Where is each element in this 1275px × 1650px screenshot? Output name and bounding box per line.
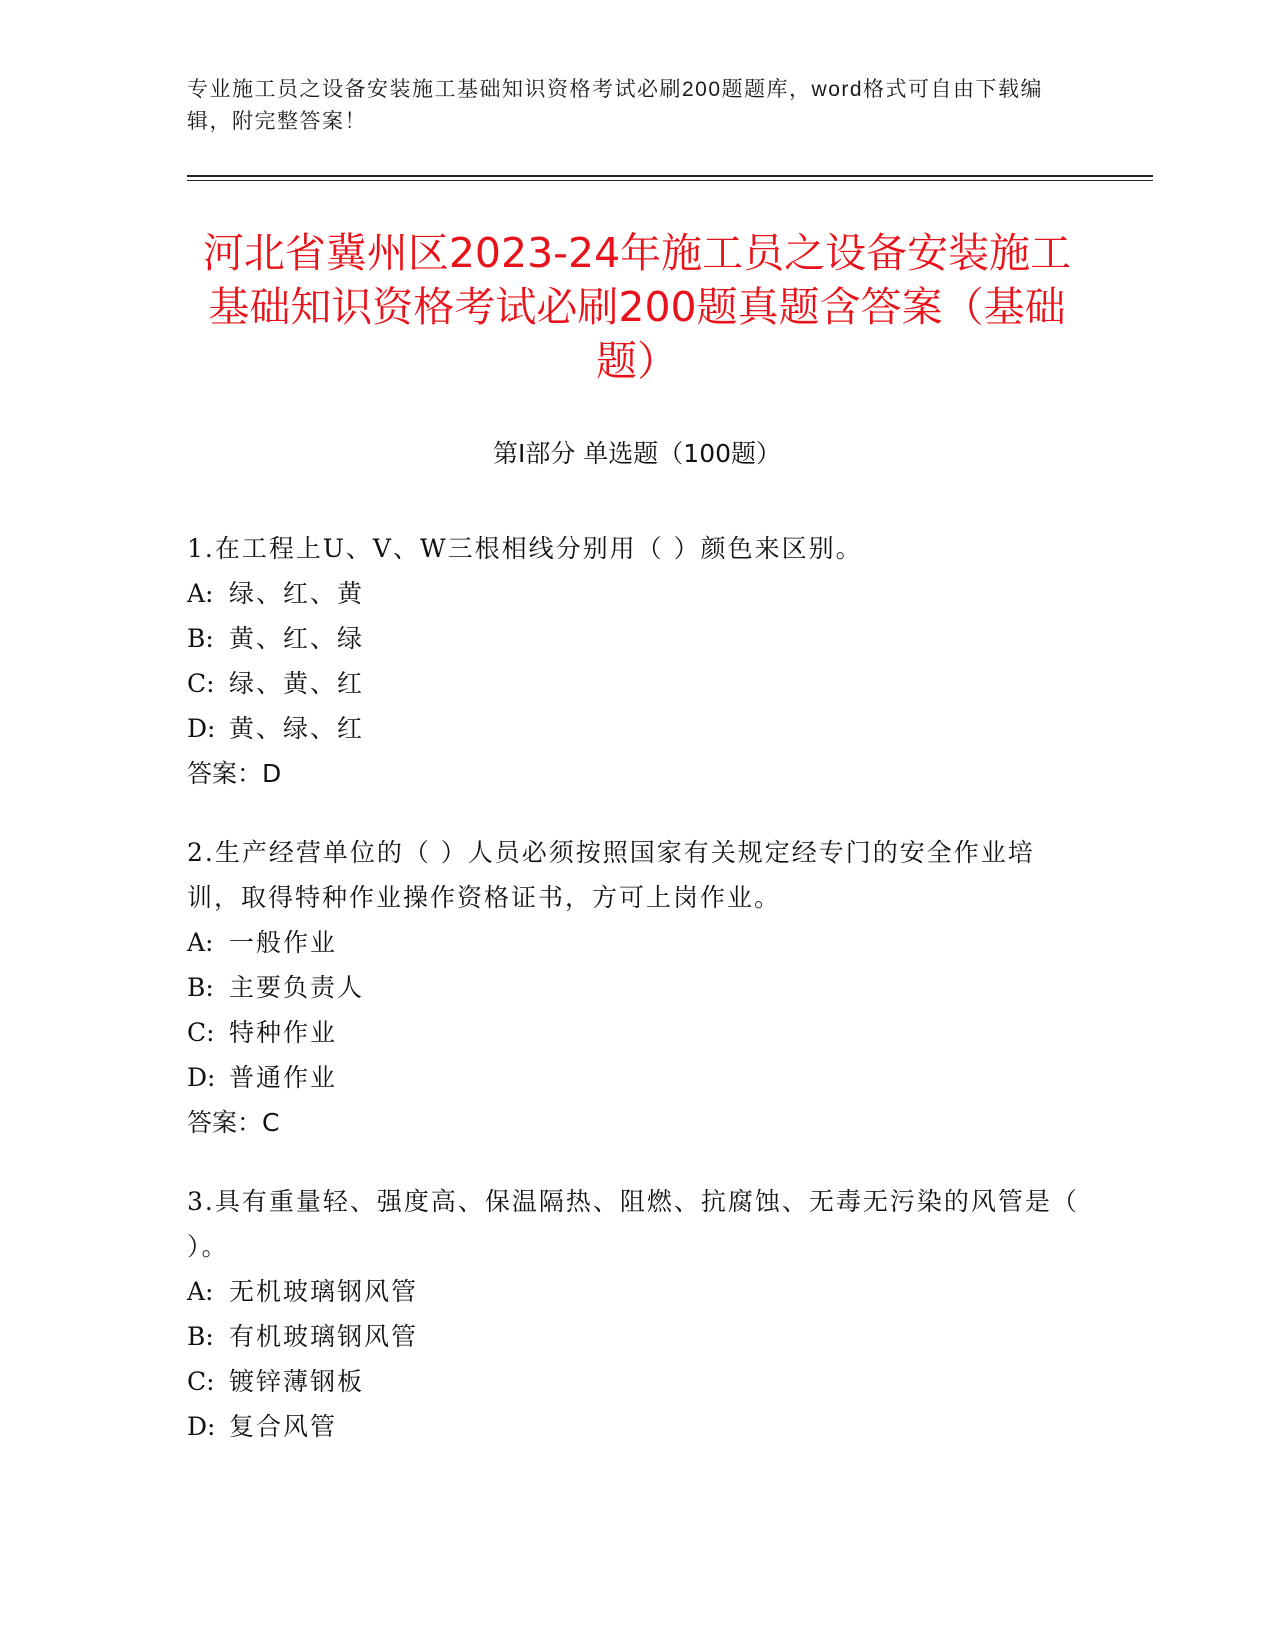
question-3 bbox=[187, 1179, 1087, 1449]
answer-line: 答案：C bbox=[187, 1108, 280, 1137]
question-stem: 1.在工程上U、V、W三根相线分别用（ ）颜色来区别。 bbox=[187, 534, 863, 563]
document-title: 河北省冀州区2023-24年施工员之设备安装施工基础知识资格考试必刷200题真题含答案（基础题） bbox=[202, 229, 1072, 385]
option-d bbox=[187, 706, 1087, 751]
option-letter: D: bbox=[187, 1063, 216, 1092]
question-list bbox=[187, 526, 1087, 1483]
option-text: 普通作业 bbox=[229, 1063, 338, 1092]
option-text: 特种作业 bbox=[229, 1018, 338, 1047]
header-rule-thin bbox=[187, 180, 1153, 181]
option-a bbox=[187, 1269, 1087, 1314]
header-note: 专业施工员之设备安装施工基础知识资格考试必刷200题题库，word格式可自由下载编辑，附完整答案！ bbox=[187, 78, 1044, 133]
option-a bbox=[187, 920, 1087, 965]
option-text: 绿、红、黄 bbox=[229, 579, 365, 608]
option-a bbox=[187, 571, 1087, 616]
option-letter: B: bbox=[187, 973, 214, 1002]
option-letter: C: bbox=[187, 1367, 215, 1396]
option-text: 有机玻璃钢风管 bbox=[229, 1322, 419, 1351]
option-d bbox=[187, 1404, 1087, 1449]
option-letter: A: bbox=[187, 579, 214, 608]
option-letter: A: bbox=[187, 928, 214, 957]
option-letter: D: bbox=[187, 1412, 216, 1441]
option-c bbox=[187, 661, 1087, 706]
option-text: 黄、红、绿 bbox=[229, 624, 365, 653]
option-letter: C: bbox=[187, 669, 215, 698]
header-rule-thick bbox=[187, 175, 1153, 177]
option-text: 一般作业 bbox=[229, 928, 338, 957]
option-text: 绿、黄、红 bbox=[229, 669, 365, 698]
option-letter: C: bbox=[187, 1018, 215, 1047]
option-b bbox=[187, 965, 1087, 1010]
option-text: 复合风管 bbox=[229, 1412, 338, 1441]
option-text: 主要负责人 bbox=[229, 973, 365, 1002]
section-heading: 第I部分 单选题（100题） bbox=[492, 439, 782, 468]
option-b bbox=[187, 616, 1087, 661]
option-letter: A: bbox=[187, 1277, 214, 1306]
option-text: 无机玻璃钢风管 bbox=[229, 1277, 419, 1306]
option-text: 镀锌薄钢板 bbox=[229, 1367, 365, 1396]
question-1 bbox=[187, 526, 1087, 796]
question-2 bbox=[187, 830, 1087, 1145]
option-c bbox=[187, 1010, 1087, 1055]
question-stem: 2.生产经营单位的（ ）人员必须按照国家有关规定经专门的安全作业培训，取得特种作业操作资格证书，方可上岗作业。 bbox=[187, 838, 1035, 912]
question-stem: 3.具有重量轻、强度高、保温隔热、阻燃、抗腐蚀、无毒无污染的风管是（ ）。 bbox=[187, 1187, 1079, 1261]
option-letter: D: bbox=[187, 714, 216, 743]
option-c bbox=[187, 1359, 1087, 1404]
option-letter: B: bbox=[187, 1322, 214, 1351]
option-b bbox=[187, 1314, 1087, 1359]
option-text: 黄、绿、红 bbox=[229, 714, 365, 743]
answer-line: 答案：D bbox=[187, 759, 282, 788]
option-letter: B: bbox=[187, 624, 214, 653]
option-d bbox=[187, 1055, 1087, 1100]
